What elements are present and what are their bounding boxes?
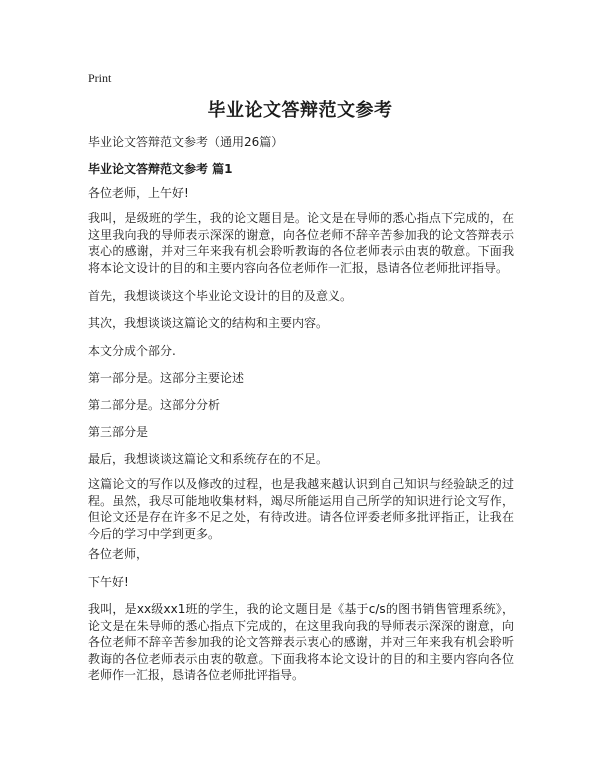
paragraph-parts: 本文分成个部分. bbox=[88, 344, 176, 358]
document-subtitle: 毕业论文答辩范文参考（通用26篇） bbox=[88, 135, 284, 149]
paragraph-part-two: 第二部分是。这部分分析 bbox=[88, 398, 221, 412]
paragraph-part-three: 第三部分是 bbox=[88, 425, 149, 439]
paragraph-greeting-2: 各位老师， bbox=[88, 547, 149, 561]
page-title: 毕业论文答辩范文参考 bbox=[207, 100, 393, 121]
paragraph-reflection: 这篇论文的写作以及修改的过程，也是我越来越认识到自己知识与经验缺乏的过程。虽然，我尽可能地收集材料，竭尽所能运用自己所学的知识进行论文写作，但论文还是存在许多不足之处，有待改进。请各位评委老师多批评指正，让我在今后的学习中学到更多。 bbox=[88, 477, 514, 541]
paragraph-greeting: 各位老师，上午好! bbox=[88, 186, 189, 200]
paragraph-structure: 其次，我想谈谈这篇论文的结构和主要内容。 bbox=[88, 316, 329, 330]
paragraph-shortcomings: 最后，我想谈谈这篇论文和系统存在的不足。 bbox=[88, 452, 329, 466]
section-heading: 毕业论文答辩范文参考 篇1 bbox=[88, 162, 233, 176]
paragraph-purpose: 首先，我想谈谈这个毕业论文设计的目的及意义。 bbox=[88, 289, 353, 303]
paragraph-afternoon: 下午好! bbox=[88, 575, 129, 589]
paragraph-intro: 我叫，是级班的学生，我的论文题目是。论文是在导师的悉心指点下完成的，在这里我向我的导师表示深深的谢意，向各位老师不辞辛苦参加我的论文答辩表示衷心的感谢，并对三年来我有机会聆听教诲的各位老师表示由衷的敬意。下面我将本论文设计的目的和主要内容向各位老师作一汇报，恳请各位老师批评指导。 bbox=[88, 211, 514, 275]
paragraph-intro-2: 我叫，是xx级xx1班的学生，我的论文题目是《基于c/s的图书销售管理系统》，论文是在朱导师的悉心指点下完成的，在这里我向我的导师表示深深的谢意，向各位老师不辞辛苦参加我的论文答辩表示衷心的感谢，并对三年来我有机会聆听教诲的各位老师表示由衷的敬意。下面我将本论文设计的目的和主要内容向各位老师作一汇报，恳请各位老师批评指导。 bbox=[88, 602, 514, 682]
print-label: Print bbox=[88, 71, 112, 85]
paragraph-part-one: 第一部分是。这部分主要论述 bbox=[88, 371, 245, 385]
